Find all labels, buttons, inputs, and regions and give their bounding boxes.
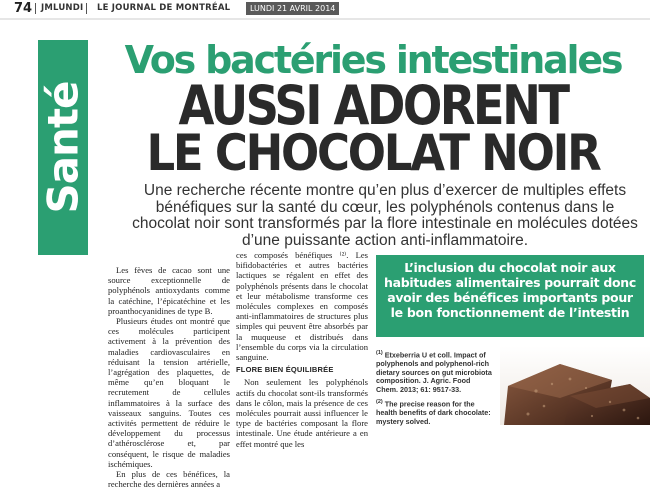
footnote-2 (376, 398, 494, 426)
section-label (38, 40, 88, 255)
headline-line-2: AUSSI ADORENT (178, 74, 568, 137)
body-paragraph: ces composés bénéfiques ⁽²⁾. Les bifidobactéries et autres bactéries lactiques se régalent en effet des polyphénols présents dans le chocolat et leur métabolisme transforme ces molécules complexes en composés anti-inflammatoires de structures plus simples qui peuvent être absorbés par la muqueuse et distribués dans l’ensemble du corps via la circulation sanguine. (236, 250, 368, 363)
header-divider (86, 3, 87, 14)
body-paragraph: En plus de ces bénéfices, la recherche des dernières années a (108, 469, 230, 489)
body-column-2 (236, 250, 368, 449)
footnote-text: The precise reason for the health benefits of dark chocolate: mystery solved. (376, 399, 491, 426)
pull-quote: L’inclusion du chocolat noir aux habitudes alimentaires pourrait donc avoir des bénéfices importants pour le bon fonctionnement de l’intestin (376, 255, 644, 337)
page-header (0, 0, 650, 18)
header-rule (0, 18, 650, 20)
brand-label: JMLUNDI (41, 3, 84, 13)
chocolate-illustration (500, 346, 650, 425)
subheading: FLORE BIEN ÉQUILIBRÉE (236, 365, 334, 375)
dark-chocolate-photo-icon (500, 346, 650, 425)
body-paragraph: Plusieurs études ont montré que ces molécules participent activement à la prévention des maladies cardiovasculaires en réduisant la tension artérielle, l’agrégation des plaquettes, de même qu’en bloquant le recrutement de cellules inflammatoires à la surface des vaisseaux sanguins. Toutes ces activités permettent de réduire le développement du processus d’athérosclérose et, par conséquent, le risque de maladies ischémiques. (108, 316, 230, 469)
footnote-marker: (2) (376, 399, 383, 406)
footnotes (376, 349, 494, 431)
headline-line-3: LE CHOCOLAT NOIR (146, 124, 600, 182)
footnote-text: Etxeberria U et coll. Impact of polyphenols and polyphenol-rich dietary sources on gut microbiota composition. J. Agric. Food Chem. 2013; 61: 9517-33. (376, 350, 492, 394)
headline-line-1: Vos bactéries intestinales (124, 38, 622, 82)
issue-date: LUNDI 21 AVRIL 2014 (246, 2, 339, 15)
body-paragraph: Non seulement les polyphénols actifs du chocolat sont-ils transformés dans le côlon, mais la présence de ces molécules pourrait aussi influencer le type de bactéries composant la flore intestinale. Une étude antérieure a en effet montré que les (236, 377, 368, 449)
newspaper-name: LE JOURNAL DE MONTRÉAL (97, 3, 231, 13)
article-deck: Une recherche récente montre qu’en plus d’exercer de multiples effets bénéfiques sur la santé du cœur, les polyphénols contenus dans le chocolat noir sont transformés par la flore intestinale en molécules dotées d’une puissante action anti-inflammatoire. (132, 182, 638, 249)
body-paragraph: Les fèves de cacao sont une source exceptionnelle de polyphénols antioxydants comme la catéchine, l’épicatéchine et les proanthocyanidines de type B. (108, 265, 230, 316)
header-divider (35, 3, 36, 14)
footnote-marker: (1) (376, 350, 383, 356)
footnote-1 (376, 349, 494, 394)
body-column-1 (108, 265, 230, 489)
section-title: Santé (38, 81, 88, 214)
page-number: 74 (14, 1, 33, 16)
